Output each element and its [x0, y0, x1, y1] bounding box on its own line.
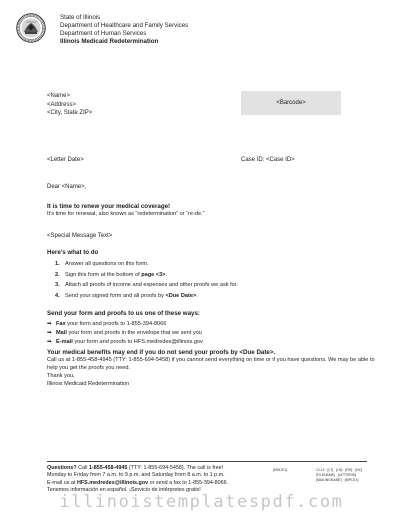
steps-list: [47, 261, 367, 300]
footer-phone: 1-855-458-4945: [88, 465, 128, 471]
state-seal-logo: [16, 13, 46, 43]
agency-header: [60, 14, 188, 46]
footer-questions: Questions?: [47, 465, 77, 471]
agency-dhs: Department of Human Services: [60, 30, 147, 38]
footer-divider: [47, 461, 367, 462]
barcode-placeholder: <Barcode>: [276, 99, 306, 106]
step-text: Attach all proofs of income and expenses and other proofs we ask for.: [65, 282, 238, 289]
recipient-address: <Address>: [47, 101, 77, 108]
recipient-city: <City, State ZIP>: [47, 110, 93, 117]
special-message: <Special Message Text>: [47, 233, 113, 239]
step-text: Send your signed form and all proofs by: [65, 293, 166, 299]
send-section: [47, 310, 367, 349]
step-item: 1. Answer all questions on this form.: [55, 261, 149, 268]
footer-contact: Questions? Call 1-855-458-4945 (TTY: 1-855-694-5458). The call is free! Monday to Friday from 7 a.m. to 9 p.m. and Saturday from 8 a.m. to 1 p.m. E-mail us at HFS.medredes@illinois.gov or send a fax to 1-855-394-8066. Tenemos información en español. ¡Servicio de intérpretes gratis!: [47, 465, 272, 495]
send-heading: Send your form and proofs to us one of these ways:: [47, 310, 200, 317]
arrow-right-icon: ➡: [47, 330, 52, 337]
closing: [47, 372, 247, 388]
salutation: Dear <Name>,: [47, 184, 87, 190]
send-method-email: ➡ E-mail your form and proofs to HFS.medredes@illinois.gov: [47, 339, 203, 346]
step-item: 3. Attach all proofs of income and expenses and other proofs we ask for.: [55, 282, 238, 289]
steps-section: [47, 249, 367, 304]
recipient-address-block: [47, 92, 92, 118]
step-text: Answer all questions on this form.: [65, 261, 149, 268]
renewal-heading: It is time to renew your medical coverage!: [47, 203, 171, 210]
arrow-right-icon: ➡: [47, 321, 52, 328]
renewal-body: It’s time for renewal, also known as “redetermination” or “re-de.”: [47, 211, 205, 218]
closing-thanks: Thank you,: [47, 373, 75, 379]
benefits-body: Call us at 1-855-458-4945 (TTY: 1-855-694-5458) if you cannot send everything on time or if you have questions. We may be able to help you get the proofs you need.: [47, 357, 375, 371]
step-due-date: <Due Date>: [165, 293, 197, 299]
footer-spanish: Tenemos información en español. ¡Servicio de intérpretes gratis!: [47, 487, 201, 494]
step-item: 4. Send your signed form and all proofs by <Due Date>.: [55, 293, 198, 299]
case-id: Case ID: <Case ID>: [241, 157, 295, 163]
step-item: 2. Sign this form at the bottom of page <3>.: [55, 271, 168, 278]
send-method-fax: ➡ Fax your form and proofs to 1-855-394-8066: [47, 321, 167, 328]
footer-hours: Monday to Friday from 7 a.m. to 9 p.m. and Saturday from 8 a.m. to 1 p.m.: [47, 472, 225, 479]
send-methods-list: [47, 321, 367, 347]
form-mode-code: [MODE1]: [273, 468, 287, 472]
barcode-box: [241, 91, 341, 115]
recipient-name: <Name>: [47, 93, 71, 99]
benefits-warning-section: [47, 349, 377, 372]
agency-program: Illinois Medicaid Redetermination: [60, 38, 159, 46]
send-method-mail: ➡ Mail your form and proofs in the envelope that we sent you: [47, 330, 202, 337]
form-codes: 12.13 · [LT] · [LN] · [PM] · [NC] [FILENAME] · [LETTERID] [MAILINGNAME] · [BIPLEX]: [316, 468, 363, 482]
letter-date: <Letter Date>: [47, 157, 84, 163]
arrow-right-icon: ➡: [47, 339, 52, 346]
steps-heading: Here’s what to do: [47, 249, 99, 256]
agency-state: State of Illinois: [60, 14, 101, 21]
closing-signature: Illinois Medicaid Redetermination: [47, 381, 130, 388]
step-text: Sign this form at the bottom of: [65, 271, 142, 278]
step-page-ref: page <3>: [141, 271, 166, 278]
renewal-section: [47, 203, 347, 219]
agency-hfs: Department of Healthcare and Family Services: [60, 22, 189, 30]
footer-email: HFS.medredes@illinois.gov: [76, 479, 149, 486]
watermark: illinoistemplatespdf.com: [59, 492, 344, 512]
benefits-heading: Your medical benefits may end if you do not send your proofs by <Due Date>.: [47, 349, 276, 356]
